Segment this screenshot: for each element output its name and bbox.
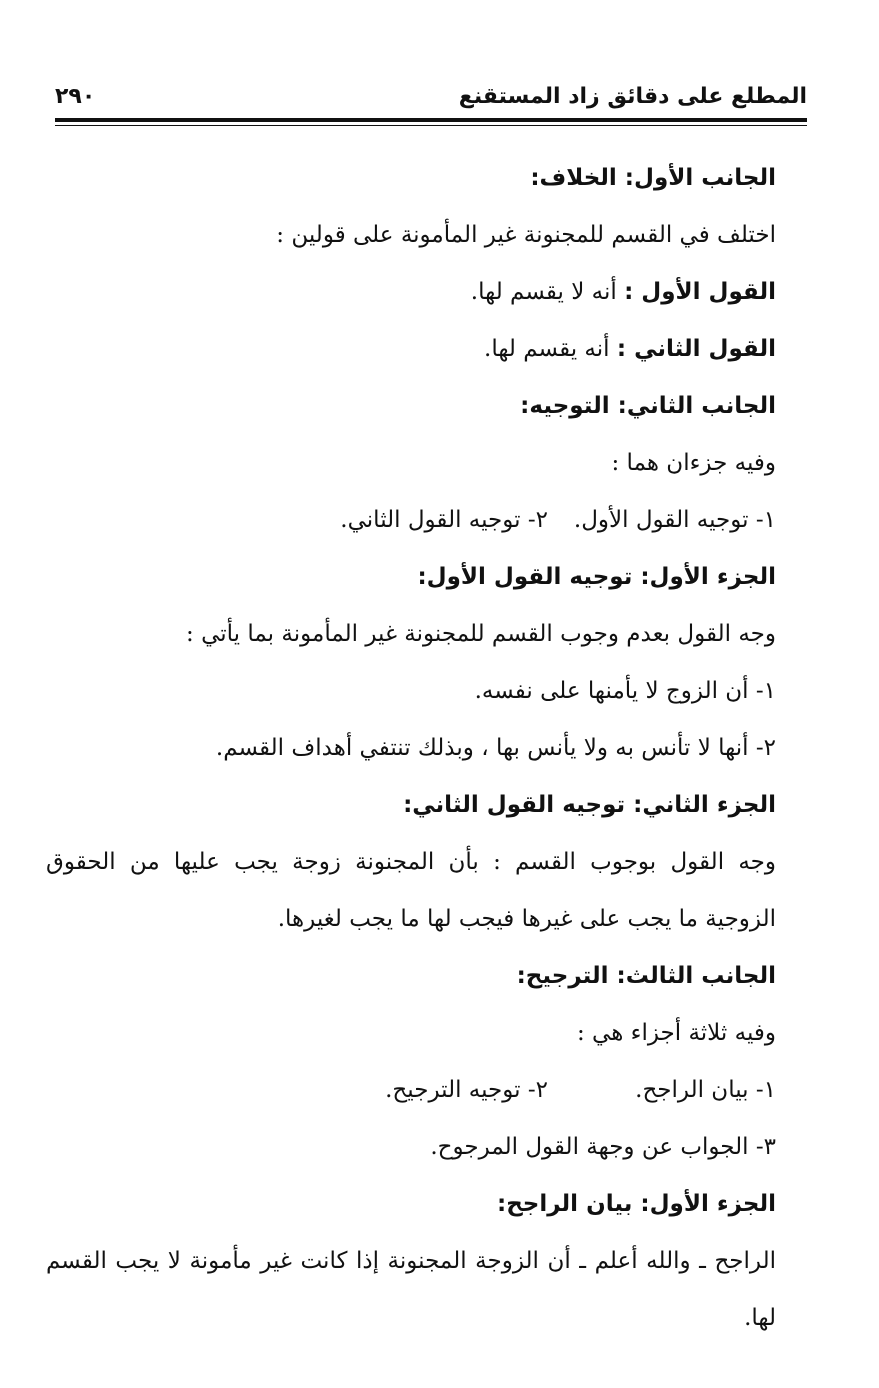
- paragraph-line: وجه القول بوجوب القسم : بأن المجنونة زوجة يجب عليها من الحقوق: [46, 849, 776, 875]
- paragraph-line: الراجح ـ والله أعلم ـ أن الزوجة المجنونة إذا كانت غير مأمونة لا يجب القسم: [46, 1248, 776, 1274]
- opinion-one: [56, 264, 776, 321]
- opinion-two-label: القول الثاني :: [616, 336, 776, 362]
- paragraph-line: وفيه جزءان هما :: [611, 450, 776, 476]
- opinion-two-text: أنه يقسم لها.: [484, 336, 617, 362]
- running-title: المطلع على دقائق زاد المستقنع: [458, 84, 807, 109]
- opinion-one-text: أنه لا يقسم لها.: [470, 279, 625, 305]
- two-column-list: [56, 1062, 776, 1119]
- paragraph-line: وفيه ثلاثة أجزاء هي :: [576, 1020, 776, 1046]
- list-item: ١- توجيه القول الأول.: [573, 507, 776, 533]
- opinion-two: [56, 321, 776, 378]
- list-item: ٣- الجواب عن وجهة القول المرجوح.: [430, 1134, 776, 1160]
- subsection-heading: الجزء الأول: بيان الراجح:: [497, 1191, 776, 1217]
- list-item: ٢- أنها لا تأنس به ولا يأنس بها ، وبذلك تنتفي أهداف القسم.: [215, 735, 776, 761]
- section-heading-justification: الجانب الثاني: التوجيه:: [520, 393, 776, 419]
- list-item: ١- أن الزوج لا يأمنها على نفسه.: [474, 678, 776, 704]
- paragraph-line: وجه القول بعدم وجوب القسم للمجنونة غير المأمونة بما يأتي :: [186, 621, 776, 647]
- page-body: [46, 150, 776, 1347]
- section-heading-preference: الجانب الثالث: الترجيح:: [516, 963, 776, 989]
- paragraph-line: اختلف في القسم للمجنونة غير المأمونة على قولين :: [276, 222, 776, 248]
- paragraph-line: الزوجية ما يجب على غيرها فيجب لها ما يجب لغيرها.: [277, 906, 776, 932]
- section-heading-disagreement: الجانب الأول: الخلاف:: [530, 165, 776, 191]
- list-item: ١- بيان الراجح.: [635, 1077, 776, 1103]
- two-column-list: [56, 492, 776, 549]
- subsection-heading: الجزء الثاني: توجيه القول الثاني:: [403, 792, 776, 818]
- page-header: [55, 84, 807, 110]
- paragraph-line: لها.: [744, 1305, 776, 1331]
- list-item: ٢- توجيه الترجيح.: [385, 1077, 548, 1103]
- header-rule-thin: [55, 125, 807, 126]
- page-number: ٢٩٠: [55, 84, 96, 109]
- subsection-heading: الجزء الأول: توجيه القول الأول:: [417, 564, 776, 590]
- list-item: ٢- توجيه القول الثاني.: [340, 507, 548, 533]
- header-rule-thick: [55, 118, 807, 122]
- opinion-one-label: القول الأول :: [624, 279, 776, 305]
